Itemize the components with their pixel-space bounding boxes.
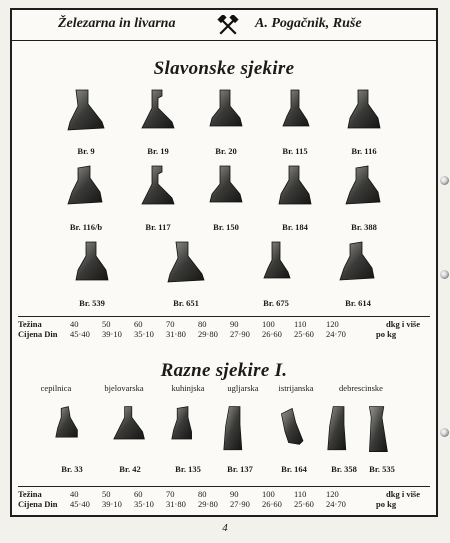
axe-model-label: Br. 19	[147, 146, 169, 156]
weight-cell: 40	[70, 489, 79, 499]
binding-hole	[440, 270, 449, 279]
axe-image	[204, 88, 248, 144]
price-cell: 27·90	[230, 499, 250, 509]
weight-cell: 110	[294, 489, 307, 499]
price-cell: 45·40	[70, 329, 90, 339]
page-number: 4	[222, 522, 228, 534]
weight-cell: 100	[262, 489, 275, 499]
unit-label: dkg i više	[386, 489, 421, 499]
axe-model-label: Br. 184	[282, 222, 308, 232]
variety-label: ugljarska	[227, 383, 259, 393]
binding-hole	[440, 176, 449, 185]
axe-model-label: Br. 675	[263, 298, 289, 308]
variety-label: bjelovarska	[104, 383, 144, 393]
price-cell: 29·80	[198, 499, 218, 509]
unit-label: po kg	[376, 329, 397, 339]
section-title-razne: Razne sjekire I.	[160, 360, 288, 381]
weight-cell: 70	[166, 489, 175, 499]
weight-row	[18, 489, 430, 499]
axe-image	[326, 398, 362, 462]
axe-model-label: Br. 33	[61, 464, 83, 474]
axe-model-label: Br. 614	[345, 298, 371, 308]
row-label: Cijena Din	[18, 499, 58, 509]
weight-cell: 70	[166, 319, 175, 329]
axe-image	[204, 164, 248, 220]
axe-image	[170, 398, 206, 462]
price-row	[18, 329, 430, 339]
variety-label: cepilnica	[40, 383, 72, 393]
variety-label: kuhinjska	[171, 383, 205, 393]
axe-model-label: Br. 116/b	[69, 222, 103, 232]
weight-cell: 60	[134, 489, 143, 499]
price-cell: 25·60	[294, 499, 314, 509]
weight-cell: 50	[102, 489, 111, 499]
axe-model-label: Br. 117	[145, 222, 171, 232]
axe-image	[112, 398, 148, 462]
axe-image	[273, 88, 317, 144]
axe-image	[336, 240, 380, 296]
price-table-slavonske	[18, 319, 430, 339]
axe-image	[342, 164, 386, 220]
unit-label: po kg	[376, 499, 397, 509]
weight-cell: 40	[70, 319, 79, 329]
price-cell: 25·60	[294, 329, 314, 339]
price-cell: 26·60	[262, 499, 282, 509]
price-cell: 31·80	[166, 329, 186, 339]
row-label: Težina	[18, 319, 42, 329]
axe-model-label: Br. 137	[227, 464, 253, 474]
axe-model-label: Br. 115	[282, 146, 308, 156]
price-cell: 24·70	[326, 499, 346, 509]
axe-model-label: Br. 42	[119, 464, 141, 474]
row-label: Težina	[18, 489, 42, 499]
weight-cell: 120	[326, 489, 339, 499]
axe-image	[70, 240, 114, 296]
axe-image	[276, 398, 312, 462]
axe-image	[254, 240, 298, 296]
price-cell: 29·80	[198, 329, 218, 339]
variety-label: istrijanska	[278, 383, 314, 393]
axe-model-label: Br. 358	[331, 464, 357, 474]
company-name: Železarna in livarna	[58, 16, 176, 31]
weight-cell: 80	[198, 489, 207, 499]
weight-row	[18, 319, 430, 329]
price-cell: 35·10	[134, 499, 154, 509]
axe-model-label: Br. 539	[79, 298, 105, 308]
weight-cell: 110	[294, 319, 307, 329]
price-cell: 39·10	[102, 329, 122, 339]
weight-cell: 120	[326, 319, 339, 329]
price-row	[18, 499, 430, 509]
price-cell: 39·10	[102, 499, 122, 509]
weight-cell: 90	[230, 489, 239, 499]
axe-image	[222, 398, 258, 462]
axe-model-label: Br. 20	[215, 146, 237, 156]
catalog-header	[12, 10, 436, 41]
axe-image	[136, 164, 180, 220]
price-cell: 26·60	[262, 329, 282, 339]
crossed-hammers-icon	[217, 15, 239, 35]
axe-model-label: Br. 9	[77, 146, 95, 156]
axe-image	[342, 88, 386, 144]
catalog-page-frame	[10, 8, 438, 517]
owner-name: A. Pogačnik, Ruše	[255, 16, 362, 31]
axe-model-label: Br. 116	[351, 146, 377, 156]
axe-image	[64, 88, 108, 144]
axe-image	[164, 240, 208, 296]
price-cell: 31·80	[166, 499, 186, 509]
axe-model-label: Br. 135	[175, 464, 201, 474]
axe-model-label: Br. 150	[213, 222, 239, 232]
weight-cell: 80	[198, 319, 207, 329]
axe-image	[54, 398, 90, 462]
table-rule	[18, 486, 430, 487]
axe-model-label: Br. 388	[351, 222, 377, 232]
price-cell: 24·70	[326, 329, 346, 339]
axe-model-label: Br. 651	[173, 298, 199, 308]
price-cell: 45·40	[70, 499, 90, 509]
table-rule	[18, 316, 430, 317]
row-label: Cijena Din	[18, 329, 58, 339]
axe-image	[364, 398, 400, 462]
weight-cell: 90	[230, 319, 239, 329]
section-title-slavonske: Slavonske sjekire	[153, 58, 295, 79]
price-cell: 27·90	[230, 329, 250, 339]
axe-image	[64, 164, 108, 220]
axe-model-label: Br. 535	[369, 464, 395, 474]
weight-cell: 100	[262, 319, 275, 329]
unit-label: dkg i više	[386, 319, 421, 329]
axe-image	[273, 164, 317, 220]
weight-cell: 60	[134, 319, 143, 329]
weight-cell: 50	[102, 319, 111, 329]
variety-label: debrescinske	[339, 383, 383, 393]
price-cell: 35·10	[134, 329, 154, 339]
price-table-razne	[18, 489, 430, 509]
axe-image	[136, 88, 180, 144]
axe-model-label: Br. 164	[281, 464, 307, 474]
binding-hole	[440, 428, 449, 437]
